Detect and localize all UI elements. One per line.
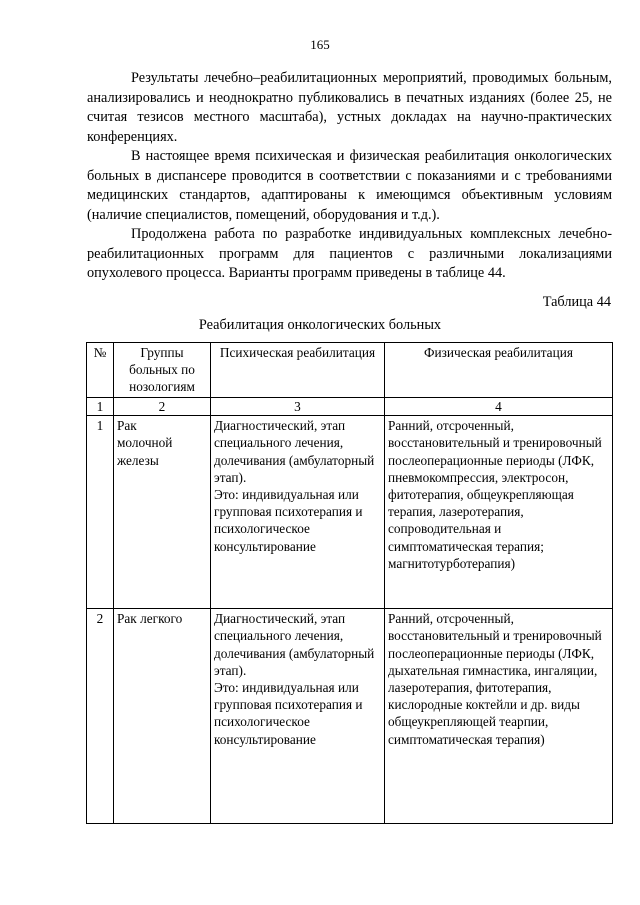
row-group: Рак легкого bbox=[114, 609, 211, 824]
rehabilitation-table bbox=[86, 342, 613, 824]
header-group: Группы больных по нозологиям bbox=[114, 343, 211, 398]
column-number: 3 bbox=[211, 398, 385, 416]
header-num: № bbox=[87, 343, 114, 398]
row-phys: Ранний, отсроченный, восстановительный и тренировочный послеоперационные периоды (ЛФК, пневмокомпрессия, электросон, фитотерапия, общеукрепляющая терапия, лазеротерапия, сопроводительная и симптоматическая терапия; магнитотурботерапия) bbox=[385, 416, 613, 609]
row-psych: Диагностический, этап специального лечения, долечивания (амбулаторный этап). Это: индивидуальная или групповая психотерапия и психологическое консультирование bbox=[211, 416, 385, 609]
header-phys: Физическая реабилитация bbox=[385, 343, 613, 398]
column-number: 2 bbox=[114, 398, 211, 416]
row-phys: Ранний, отсроченный, восстановительный и тренировочный послеоперационные периоды (ЛФК, дыхательная гимнастика, ингаляции, лазеротерапия, фитотерапия, кислородные коктейли и др. виды общеукрепляющей теарпии, симптоматическая терапия) bbox=[385, 609, 613, 824]
paragraph-2: В настоящее время психическая и физическая реабилитация онкологических больных в диспансере проводится в соответствии с показаниями и с требованиями медицинских стандартов, адаптированы к имеющимся объективным условиям (наличие специалистов, помещений, оборудования и т.д.). bbox=[87, 148, 612, 223]
paragraph-1: Результаты лечебно–реабилитационных мероприятий, проводимых больным, анализировались и неоднократно публиковались в печатных изданиях (более 25, не считая тезисов местного масштаба), устных докладах на научно-практических конференциях. bbox=[87, 70, 612, 145]
table-title: Реабилитация онкологических больных bbox=[198, 317, 442, 333]
column-number: 1 bbox=[87, 398, 114, 416]
column-number: 4 bbox=[385, 398, 613, 416]
table-row bbox=[87, 609, 613, 824]
header-psych: Психическая реабилитация bbox=[211, 343, 385, 398]
body-text bbox=[87, 69, 612, 284]
paragraph-3: Продолжена работа по разработке индивидуальных комплексных лечебно-реабилитационных программ для пациентов с различными локализациями опухолевого процесса. Варианты программ приведены в таблице 44. bbox=[87, 226, 612, 281]
table-label: Таблица 44 bbox=[542, 294, 611, 310]
table-header-row bbox=[87, 343, 613, 398]
page-number: 165 bbox=[310, 37, 330, 52]
row-num: 1 bbox=[87, 416, 114, 609]
column-number-row bbox=[87, 398, 613, 416]
row-psych: Диагностический, этап специального лечения, долечивания (амбулаторный этап). Это: индивидуальная или групповая психотерапия и психологическое консультирование bbox=[211, 609, 385, 824]
row-num: 2 bbox=[87, 609, 114, 824]
row-group: Рак молочной железы bbox=[114, 416, 211, 609]
table-row bbox=[87, 416, 613, 609]
